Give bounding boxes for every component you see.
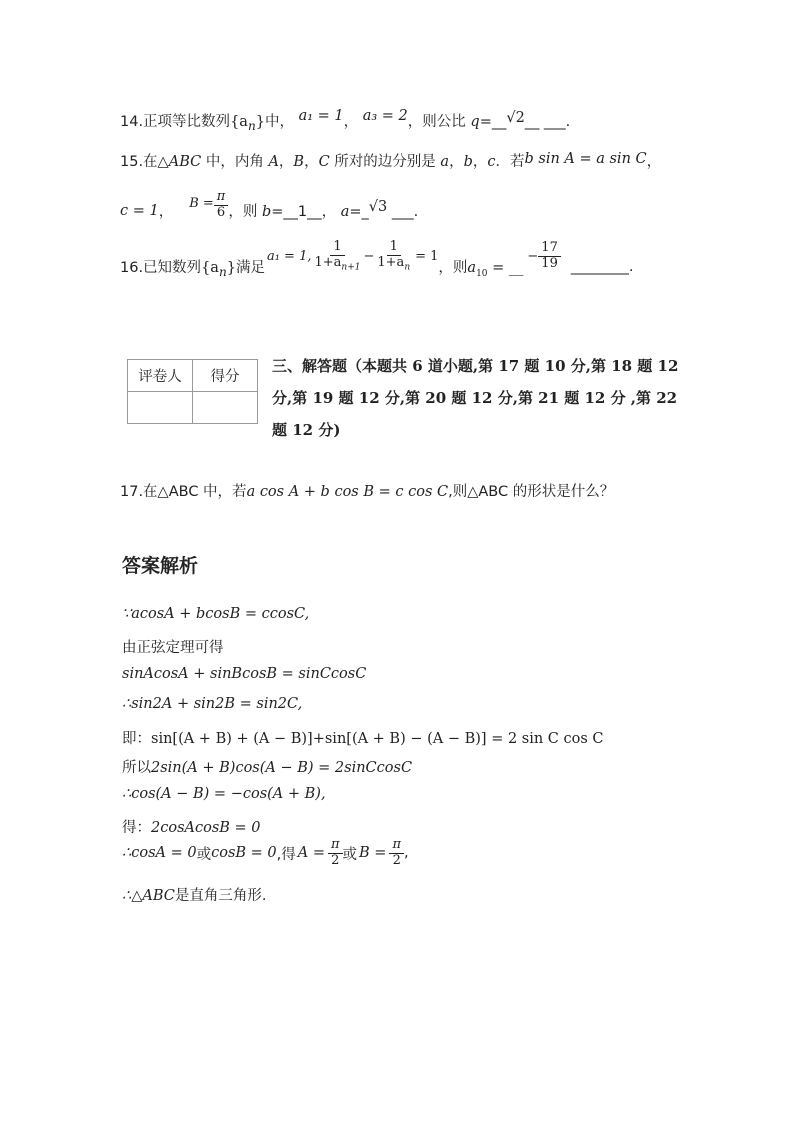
q15-a-answer: √3 bbox=[368, 199, 388, 215]
solution-line-4 bbox=[122, 696, 302, 712]
q14-seq-close: } bbox=[255, 114, 265, 130]
q14-eq: =__ bbox=[479, 114, 507, 130]
q16-end: ________. bbox=[570, 259, 634, 275]
q15-final: ， bbox=[646, 154, 662, 170]
section-heading: 三、解答题（本题共 6 道小题,第 17 题 10 分,第 18 题 12 分,第 19 题 12 分,第 20 题 12 分,第 21 题 12 分 ,第 22 题 12 分) bbox=[272, 357, 679, 439]
solution-l5-math: sin[(A + B) + (A − B)]+sin[(A + B) − (A − B)] = 2 sin C cos C bbox=[151, 731, 604, 747]
solution-line-10 bbox=[122, 884, 266, 905]
solution-l7: ∴cos(A − B) = −cos(A + B), bbox=[122, 786, 326, 802]
q14-sep: ， bbox=[343, 114, 359, 130]
q14-seq-sub: n bbox=[247, 118, 256, 133]
q14-a3: a₃ = 2 bbox=[362, 108, 408, 124]
q16-minus: − bbox=[363, 248, 375, 264]
q16-ans-num: 17 bbox=[538, 241, 561, 257]
solution-pi-over-2-b bbox=[389, 838, 404, 869]
q16-frac1-sub: n+1 bbox=[341, 262, 361, 273]
q17-prefix: 17.在△ABC 中，若 bbox=[120, 484, 247, 500]
solution-l9-end: , bbox=[404, 845, 409, 862]
q15-a-label: a bbox=[340, 204, 350, 220]
solution-l9-B: B = bbox=[359, 845, 387, 862]
score-table-grader-cell bbox=[128, 392, 193, 424]
q15-b-answer: =__1__， bbox=[271, 204, 337, 220]
score-table-score-cell bbox=[193, 392, 258, 424]
q16-then: ，则 bbox=[438, 259, 468, 276]
solution-l5-prefix: 即： bbox=[122, 731, 151, 747]
q15-b-label: b bbox=[261, 204, 272, 220]
q15-end: ．若 bbox=[495, 154, 525, 170]
q15-prefix: 15.在△ bbox=[120, 154, 169, 170]
q16-frac2-sub: n bbox=[404, 262, 411, 273]
q16-frac2 bbox=[374, 240, 413, 273]
q15-b: b bbox=[463, 154, 473, 170]
q16-ans-den: 19 bbox=[541, 255, 558, 271]
solution-pi-b: π bbox=[389, 838, 404, 854]
q15-c: c bbox=[487, 154, 496, 170]
q14-tail: ，则公比 bbox=[407, 114, 466, 130]
solution-line-9 bbox=[122, 838, 409, 869]
solution-l9-or: 或 bbox=[196, 846, 212, 863]
solution-l9-or-2: 或 bbox=[342, 846, 358, 863]
q16-mid: 满足 bbox=[235, 259, 265, 276]
solution-l10-text: 是直角三角形. bbox=[174, 888, 267, 904]
solution-l6-prefix: 所以 bbox=[122, 760, 151, 776]
question-16 bbox=[120, 232, 633, 280]
q16-frac1-den: 1+a bbox=[314, 254, 342, 270]
solution-l3: sinAcosA + sinBcosB = sinCcosC bbox=[122, 666, 367, 682]
score-table-header-grader: 评卷人 bbox=[128, 360, 193, 392]
q15-comma2: ， bbox=[304, 154, 319, 170]
q16-frac2-num: 1 bbox=[387, 240, 401, 256]
q15-abc: ABC bbox=[168, 154, 202, 170]
solution-l8-prefix: 得： bbox=[122, 820, 151, 836]
q15-a-pre: =_ bbox=[349, 204, 369, 220]
solution-line-6 bbox=[122, 756, 412, 777]
question-15-line2 bbox=[120, 186, 418, 221]
q15-pi: π bbox=[214, 190, 229, 206]
q14-a1: a₁ = 1 bbox=[298, 108, 344, 124]
q16-seq: {a bbox=[201, 259, 219, 276]
q15-mid: 中，内角 bbox=[201, 154, 269, 170]
question-17 bbox=[120, 480, 614, 501]
q16-prefix: 16.已知数列 bbox=[120, 259, 202, 276]
q16-ans-sign: − bbox=[527, 248, 539, 264]
answer-title: 答案解析 bbox=[122, 555, 199, 577]
solution-l10-math: ∴△ABC bbox=[122, 888, 175, 904]
q17-equation: a cos A + b cos B = c cos C bbox=[246, 484, 449, 500]
q15-a-end: ___. bbox=[387, 204, 419, 220]
q15-then: ，则 bbox=[228, 204, 262, 220]
solution-pi-over-2-a bbox=[328, 838, 343, 869]
solution-l1: ∵acosA + bcosB = ccosC, bbox=[122, 606, 310, 622]
solution-line-7 bbox=[122, 786, 326, 802]
q15-B: B bbox=[293, 154, 305, 170]
q15-pi-over-6 bbox=[214, 190, 229, 221]
q17-tail: ,则△ABC 的形状是什么？ bbox=[448, 484, 615, 500]
q16-seq-close: } bbox=[226, 259, 236, 276]
q15-tail: 所对的边分别是 bbox=[329, 154, 441, 170]
solution-pi-a: π bbox=[328, 838, 343, 854]
q16-frac2-den: 1+a bbox=[377, 254, 405, 270]
solution-l9-get: ,得 bbox=[276, 846, 296, 863]
q16-eq1: = 1 bbox=[415, 248, 439, 264]
q16-a10-eq: = __ bbox=[487, 259, 524, 276]
solution-line-8 bbox=[122, 816, 261, 837]
q14-seq: {a bbox=[230, 114, 248, 130]
solution-line-3 bbox=[122, 666, 366, 682]
q15-comma4: ， bbox=[472, 154, 488, 170]
q15-comma1: ， bbox=[278, 154, 294, 170]
q14-prefix: 14.正项等比数列 bbox=[120, 114, 231, 130]
q15-A: A bbox=[268, 154, 279, 170]
question-14 bbox=[120, 110, 570, 133]
q15-six: 6 bbox=[216, 205, 226, 220]
q16-seq-sub: n bbox=[218, 264, 227, 279]
q16-a10-sub: 10 bbox=[476, 268, 488, 279]
solution-line-1 bbox=[122, 606, 309, 622]
question-15-line1 bbox=[120, 150, 661, 171]
solution-line-2 bbox=[122, 636, 224, 657]
solution-l9-b: cosB = 0 bbox=[211, 845, 277, 862]
solution-l6-math: 2sin(A + B)cos(A − B) = 2sinCcosC bbox=[151, 760, 413, 776]
q16-a10: a bbox=[467, 259, 477, 276]
q14-q: q bbox=[470, 114, 480, 130]
q14-mid: 中， bbox=[264, 114, 294, 130]
q16-answer-fraction bbox=[538, 241, 561, 272]
q14-end: __ ___. bbox=[524, 114, 571, 130]
solution-line-5 bbox=[122, 727, 604, 748]
q16-a1: a₁ = 1, bbox=[266, 248, 312, 264]
q15-C: C bbox=[318, 154, 330, 170]
q16-frac1 bbox=[311, 240, 363, 273]
solution-l8-math: 2cosAcosB = 0 bbox=[151, 820, 261, 836]
q15-c-eq: c = 1 bbox=[120, 202, 159, 219]
solution-l9-a: ∴cosA = 0 bbox=[122, 845, 197, 862]
score-table bbox=[127, 359, 258, 424]
solution-l9-A: A = bbox=[297, 845, 325, 862]
q14-answer: √2 bbox=[506, 110, 525, 126]
q15-comma3: ， bbox=[449, 154, 464, 170]
solution-l2: 由正弦定理可得 bbox=[122, 640, 224, 656]
q15-a: a bbox=[440, 154, 450, 170]
q15-condition: b sin A = a sin C bbox=[524, 151, 647, 167]
solution-two-b: 2 bbox=[392, 852, 401, 868]
q15-B-label: B = bbox=[189, 196, 214, 211]
q15-comma5: ， bbox=[158, 204, 174, 220]
solution-l4: ∴sin2A + sin2B = sin2C, bbox=[122, 696, 303, 712]
solution-two-a: 2 bbox=[331, 852, 340, 868]
score-table-header-score: 得分 bbox=[193, 360, 258, 392]
q16-frac1-num: 1 bbox=[330, 240, 344, 256]
